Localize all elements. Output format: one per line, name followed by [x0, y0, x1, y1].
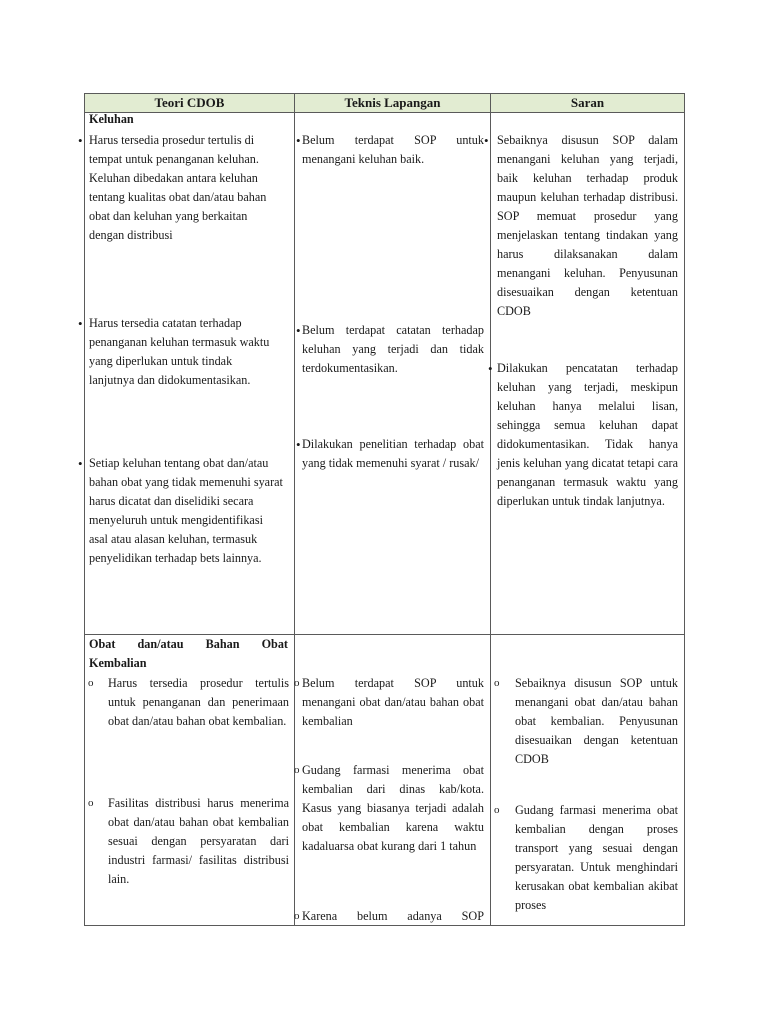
section-title-keluhan: Keluhan [89, 112, 134, 126]
teknis-kembalian-1: Belum terdapat SOP untuk menangani obat dan/atau bahan obat kembalian [302, 676, 484, 728]
bullet-dot: • [488, 361, 493, 376]
section-title-kembalian-line2: Kembalian [89, 656, 147, 670]
teori-keluhan-1: Harus tersedia prosedur tertulis di tempat untuk penanganan keluhan. Keluhan dibedakan antara keluhan tentang kualitas obat dan/atau bahan obat dan keluhan yang berkaitan dengan distribusi [89, 133, 267, 242]
table-border-right [684, 93, 685, 926]
bullet-dot: • [78, 133, 83, 148]
teknis-keluhan-3: Dilakukan penelitian terhadap obat yang tidak memenuhi syarat / rusak/ [302, 437, 484, 470]
bullet-dot: • [296, 133, 301, 148]
bullet-dot: • [296, 437, 301, 452]
saran-keluhan-2: Dilakukan pencatatan terhadap keluhan yang terjadi, meskipun keluhan hanya melalui lisan, sehingga semua keluhan dapat didokumentasikan. Tidak hanya jenis keluhan yang dicatat tetapi cara penanganan termasuk waktu yang diperlukan untuk tindak lanjutnya. [497, 361, 678, 508]
bullet-circle: o [88, 797, 94, 809]
bullet-dot: • [484, 133, 489, 148]
bullet-circle: o [294, 677, 300, 689]
teknis-kembalian-3: Karena belum adanya SOP [302, 909, 484, 923]
bullet-circle: o [494, 677, 500, 689]
saran-kembalian-2: Gudang farmasi menerima obat kembalian dengan proses transport yang sesuai dengan persyaratan. Untuk menghindari kerusakan obat kembalian akibat proses [515, 803, 678, 912]
teknis-kembalian-2: Gudang farmasi menerima obat kembalian dari dinas kab/kota. Kasus yang biasanya terjadi adalah obat kembalian karena waktu kadaluarsa obat kurang dari 1 tahun [302, 763, 484, 853]
header-saran: Saran [491, 94, 684, 112]
bullet-dot: • [296, 323, 301, 338]
bullet-dot: • [78, 456, 83, 471]
teori-keluhan-2: Harus tersedia catatan terhadap penanganan keluhan termasuk waktu yang diperlukan untuk tindak lanjutnya dan didokumentasikan. [89, 316, 270, 387]
table-border-top [84, 93, 685, 94]
saran-kembalian-1: Sebaiknya disusun SOP untuk menangani obat dan/atau bahan obat kembalian. Penyusunan disesuaikan dengan ketentuan CDOB [515, 676, 678, 766]
teknis-keluhan-2: Belum terdapat catatan terhadap keluhan yang terjadi dan tidak terdokumentasikan. [302, 323, 484, 375]
header-teknis: Teknis Lapangan [295, 94, 490, 112]
header-teori: Teori CDOB [85, 94, 294, 112]
table-border-left [84, 93, 85, 926]
bullet-dot: • [78, 316, 83, 331]
teknis-keluhan-1: Belum terdapat SOP untuk menangani keluhan baik. [302, 133, 484, 166]
section-title-kembalian: Obat dan/atau Bahan Obat [89, 637, 288, 651]
bullet-circle: o [88, 677, 94, 689]
bullet-circle: o [294, 764, 300, 776]
bullet-circle: o [494, 804, 500, 816]
column-divider-2 [490, 93, 491, 926]
teori-keluhan-3: Setiap keluhan tentang obat dan/atau bahan obat yang tidak memenuhi syarat harus dicatat dan diselidiki secara menyeluruh untuk mengidentifikasi asal atau alasan keluhan, termasuk penyelidikan terhadap bets lainnya. [89, 456, 283, 565]
teori-kembalian-1: Harus tersedia prosedur tertulis untuk penanganan dan penerimaan obat dan/atau bahan obat kembalian. [108, 676, 289, 728]
bullet-circle: o [294, 910, 300, 922]
saran-keluhan-1: Sebaiknya disusun SOP dalam menangani keluhan yang terjadi, baik keluhan terhadap produk maupun keluhan terhadap distribusi. SOP memuat prosedur yang menjelaskan tentang tindakan yang harus dilaksanakan dalam menangani keluhan. Penyusunan disesuaikan dengan ketentuan CDOB [497, 133, 678, 318]
column-divider-1 [294, 93, 295, 926]
teori-kembalian-2: Fasilitas distribusi harus menerima obat dan/atau bahan obat kembalian sesuai dengan persyaratan dari industri farmasi/ fasilitas distribusi lain. [108, 796, 289, 886]
